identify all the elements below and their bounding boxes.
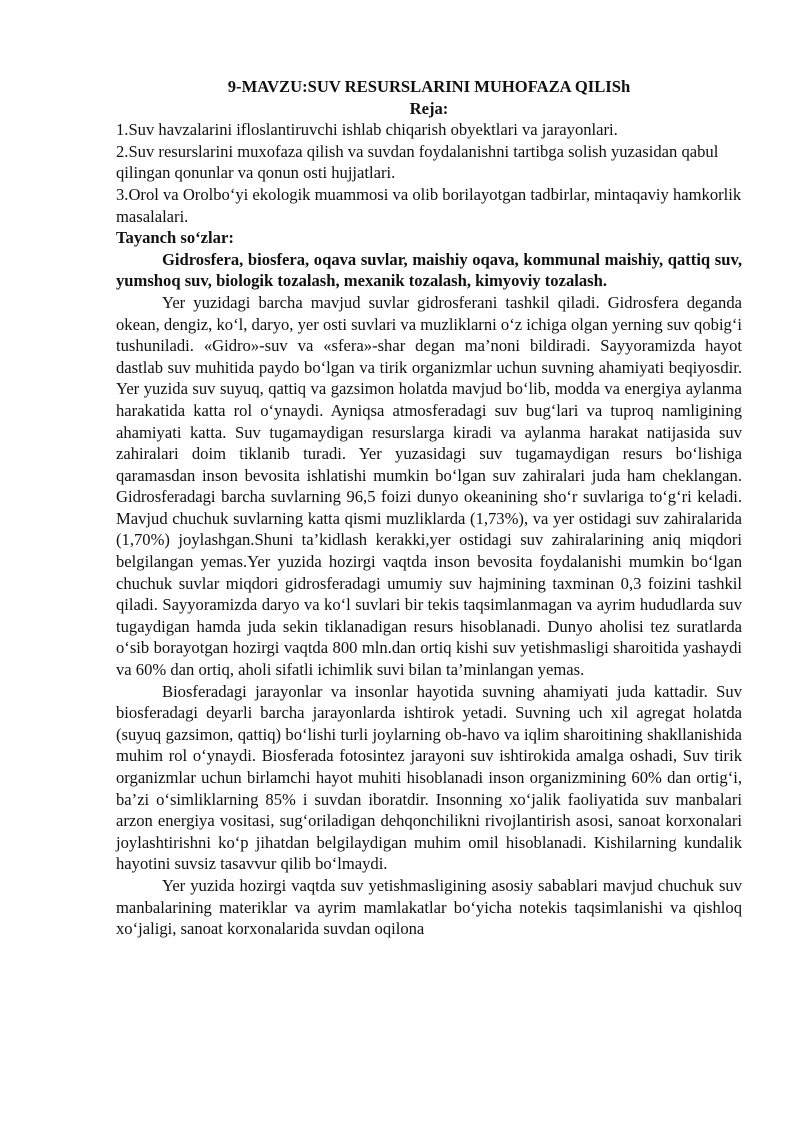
body-paragraph-2: Biosferadagi jarayonlar va insonlar hayotida suvning ahamiyati juda kattadir. Suv biosferadagi deyarli barcha jarayonlarda ishtirok yetadi. Suvning uch xil agregat holatda (suyuq gazsimon, qattiq) bo‘lishi turli joylarning ob-havo va iqlim sharoitining shakllanishida muhim rol o‘ynaydi. Biosferada fotosintez jarayoni suv ishtirokida amalga oshadi, Suv tirik organizmlar uchun birlamchi hayot muhiti hisoblanadi inson organizmining 60% dan ortig‘i, ba’zi o‘simliklarning 85% i suvdan iboratdir. Insonning xo‘jalik faoliyatida suv manbalari arzon energiya vositasi, sug‘oriladigan dehqonchilikni rivojlantirish asosi, sanoat korxonalari joylashtirishni ko‘p jihatdan belgilaydigan muhim omil hisoblanadi. Kishilarning kundalik hayotini suvsiz tasavvur qilib bo‘lmaydi. [116,681,742,874]
plan-item-1: 1.Suv havzalarini ifloslantiruvchi ishlab chiqarish obyektlari va jarayonlari. [116,120,618,140]
plan-item-2: 2.Suv resurslarini muxofaza qilish va suvdan foydalanishni tartibga solish yuzasidan qabul qilingan qonunlar va qonun osti hujjatlari. [116,141,719,183]
body-paragraph-1: Yer yuzidagi barcha mavjud suvlar gidrosferani tashkil qiladi. Gidrosfera deganda okean, dengiz, ko‘l, daryo, yer osti suvlari va muzliklarni o‘z ichiga olgan yerning suv qobig‘i tushuniladi. «Gidro»-suv va «sfera»-shar degan ma’noni bildiradi. Sayyoramizda hayot dastlab suv muhitida paydo bo‘lgan va tirik organizmlar uchun suvning ahamiyati beqiyosdir. Yer yuzida suv suyuq, qattiq va gazsimon holatda mavjud bo‘lib, modda va energiya aylanma harakatida katta rol o‘ynaydi. Ayniqsa atmosferadagi suv bug‘lari va tuproq namligining ahamiyati katta. Suv tugamaydigan resurslarga kiradi va aylanma harakat natijasida suv zahiralari doim tiklanib turadi. Yer yuzasidagi suv tugamaydigan resurs bo‘lishiga qaramasdan inson bevosita ishlatishi mumkin bo‘lgan suv zahiralari juda ham cheklangan. Gidrosferadagi barcha suvlarning 96,5 foizi dunyo okeanining sho‘r suvlariga to‘g‘ri keladi. Mavjud chuchuk suvlarning katta qismi muzliklarda (1,73%), va yer ostidagi suv zahiralarida (1,70%) joylashgan.Shuni ta’kidlash kerakki,yer ostidagi suv zahiralarining aniq miqdori belgilangan yemas.Yer yuzida hozirgi vaqtda inson bevosita foydalanishi mumkin bo‘lgan chuchuk suvlar miqdori gidrosferadagi umumiy suv hajmining taxminan 0,3 foizini tashkil qiladi. Sayyoramizda daryo va ko‘l suvlari bir tekis taqsimlanmagan va ayrim hududlarda suv tugaydigan hamda juda sekin tiklanadigan resurs hisoblanadi. Dunyo aholisi tez suratlarda o‘sib borayotgan hozirgi vaqtda 800 mln.dan ortiq kishi suv yetishmasligi sharoitida yashaydi va 60% dan ortiq, aholi sifatli ichimlik suvi bilan ta’minlangan yemas. [116,292,742,680]
keywords-heading: Tayanch so‘zlar: [116,228,234,248]
document-title: 9-MAVZU:SUV RESURSLARINI MUHOFAZA QILISh [227,77,631,96]
plan-heading: Reja: [409,98,449,118]
body-paragraph-3: Yer yuzida hozirgi vaqtda suv yetishmasligining asosiy sabablari mavjud chuchuk suv manbalarining materiklar va ayrim mamlakatlar bo‘yicha notekis taqsimlanishi va qishloq xo‘jaligi, sanoat korxonalarida suvdan oqilona [116,875,742,939]
keywords-list: Gidrosfera, biosfera, oqava suvlar, maishiy oqava, kommunal maishiy, qattiq suv, yumshoq suv, biologik tozalash, mexanik tozalash, kimyoviy tozalash. [116,249,742,291]
plan-item-3: 3.Orol va Orolbo‘yi ekologik muammosi va olib borilayotgan tadbirlar, mintaqaviy hamkorlik masalalari. [116,184,742,226]
document-page [116,76,742,940]
